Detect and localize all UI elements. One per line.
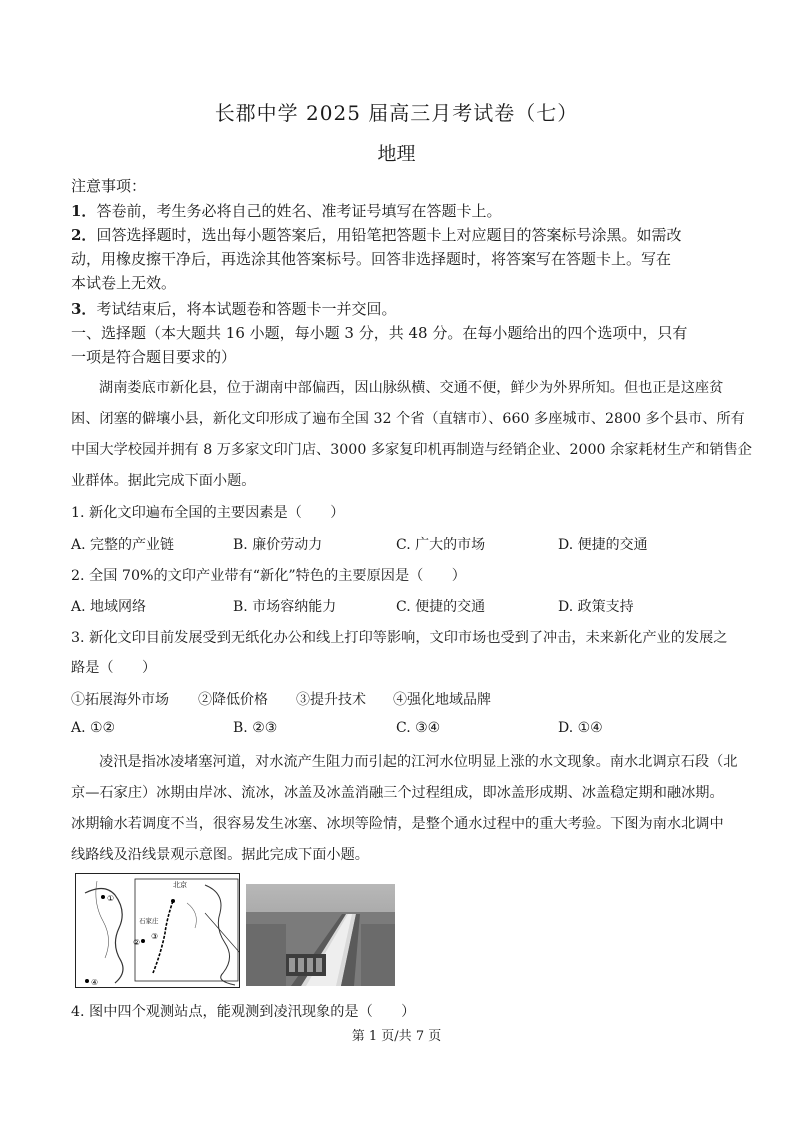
station-2-label: ② [133,938,141,947]
passage-1-line-4: 业群体。据此完成下面小题。 [71,473,256,489]
canal-photo-figure [246,884,395,986]
note-2-num: 2． [71,226,97,244]
question-3-stem-1: 3. 新化文印目前发展受到无纸化办公和线上打印等影响，文印市场也受到了冲击，未来新化产业的发展之 [71,630,728,646]
station-3-label: ③ [151,932,159,941]
question-3-option-d: D. ①④ [558,720,603,736]
passage-2-line-1: 凌汛是指冰凌堵塞河道，对水流产生阻力而引起的江河水位明显上涨的水文现象。南水北调京石段（北 [99,754,738,770]
question-3-option-a: A. ①② [71,720,116,736]
passage-1-line-3: 中国大学校园并拥有 8 万多家文印门店、3000 多家复印机再制造与经销企业、2000 余家耗材生产和销售企 [71,442,752,458]
question-1-option-a: A. 完整的产业链 [71,537,175,553]
note-2-text-1: 回答选择题时，选出每小题答案后，用铅笔把答题卡上对应题目的答案标号涂黑。如需改 [96,226,682,244]
note-1-text: 答卷前，考生务必将自己的姓名、准考证号填写在答题卡上。 [96,202,502,220]
question-1-option-c: C. 广大的市场 [396,537,486,553]
question-1-option-b: B. 廉价劳动力 [233,537,323,553]
page-footer: 第 1 页/共 7 页 [351,1029,442,1044]
note-2-line-1 [71,224,727,245]
station-1-label: ① [107,894,115,903]
passage-2-line-4: 线路线及沿线景观示意图。据此完成下面小题。 [71,847,369,863]
question-2-option-d: D. 政策支持 [558,599,634,615]
question-2-option-b: B. 市场容纳能力 [233,599,337,615]
question-3-item-2: ②降低价格 [198,692,268,708]
question-3-option-b: B. ②③ [233,720,278,736]
notes-heading: 注意事项： [71,177,147,195]
route-map-figure [75,873,240,988]
note-3-num: 3． [71,300,97,318]
passage-1-line-2: 困、闭塞的僻壤小县，新化文印形成了遍布全国 32 个省（直辖市）、660 多座城市、2800 多个县市、所有 [71,411,745,427]
note-3 [71,298,727,319]
question-2-option-c: C. 便捷的交通 [396,599,486,615]
question-4-stem: 4. 图中四个观测站点，能观测到凌汛现象的是（ ） [71,1004,416,1020]
note-2-line-2: 动，用橡皮擦干净后，再选涂其他答案标号。回答非选择题时，将答案写在答题卡上。写在 [71,250,672,268]
station-4-label: ④ [91,978,99,987]
passage-1-line-1: 湖南娄底市新化县，位于湖南中部偏西，因山脉纵横、交通不便，鲜少为外界所知。但也正是这座贫 [99,380,724,396]
note-1-num: 1． [71,202,97,220]
beijing-label: 北京 [173,881,187,889]
section-1-line-2: 一项是符合题目要求的） [71,348,237,366]
shijiazhuang-label: 石家庄 [139,917,159,925]
question-2-option-a: A. 地域网络 [71,599,147,615]
note-3-text: 考试结束后，将本试题卷和答题卡一并交回。 [96,300,397,318]
question-2-stem: 2. 全国 70%的文印产业带有“新化”特色的主要原因是（ ） [71,568,466,584]
passage-2-line-3: 冰期输水若调度不当，很容易发生冰塞、冰坝等险情，是整个通水过程中的重大考验。下图为南水北调中 [71,816,724,832]
section-1-line-1: 一、选择题（本大题共 16 小题，每小题 3 分，共 48 分。在每小题给出的四个选项中，只有 [71,324,688,342]
question-3-item-4: ④强化地域品牌 [393,692,491,708]
question-3-item-1: ①拓展海外市场 [71,692,169,708]
passage-2-line-2: 京—石家庄）冰期由岸冰、流冰，冰盖及冰盖消融三个过程组成，即冰盖形成期、冰盖稳定期和融冰期。 [71,785,724,801]
question-3-item-3: ③提升技术 [296,692,366,708]
question-3-option-c: C. ③④ [396,720,441,736]
note-1 [71,200,727,221]
question-3-stem-2: 路是（ ） [71,660,157,676]
exam-title: 长郡中学 2025 届高三月考试卷（七） [214,101,579,125]
subject-title: 地理 [377,143,416,165]
question-1-stem: 1. 新化文印遍布全国的主要因素是（ ） [71,505,345,521]
question-1-option-d: D. 便捷的交通 [558,537,648,553]
note-2-line-3: 本试卷上无效。 [71,274,177,292]
